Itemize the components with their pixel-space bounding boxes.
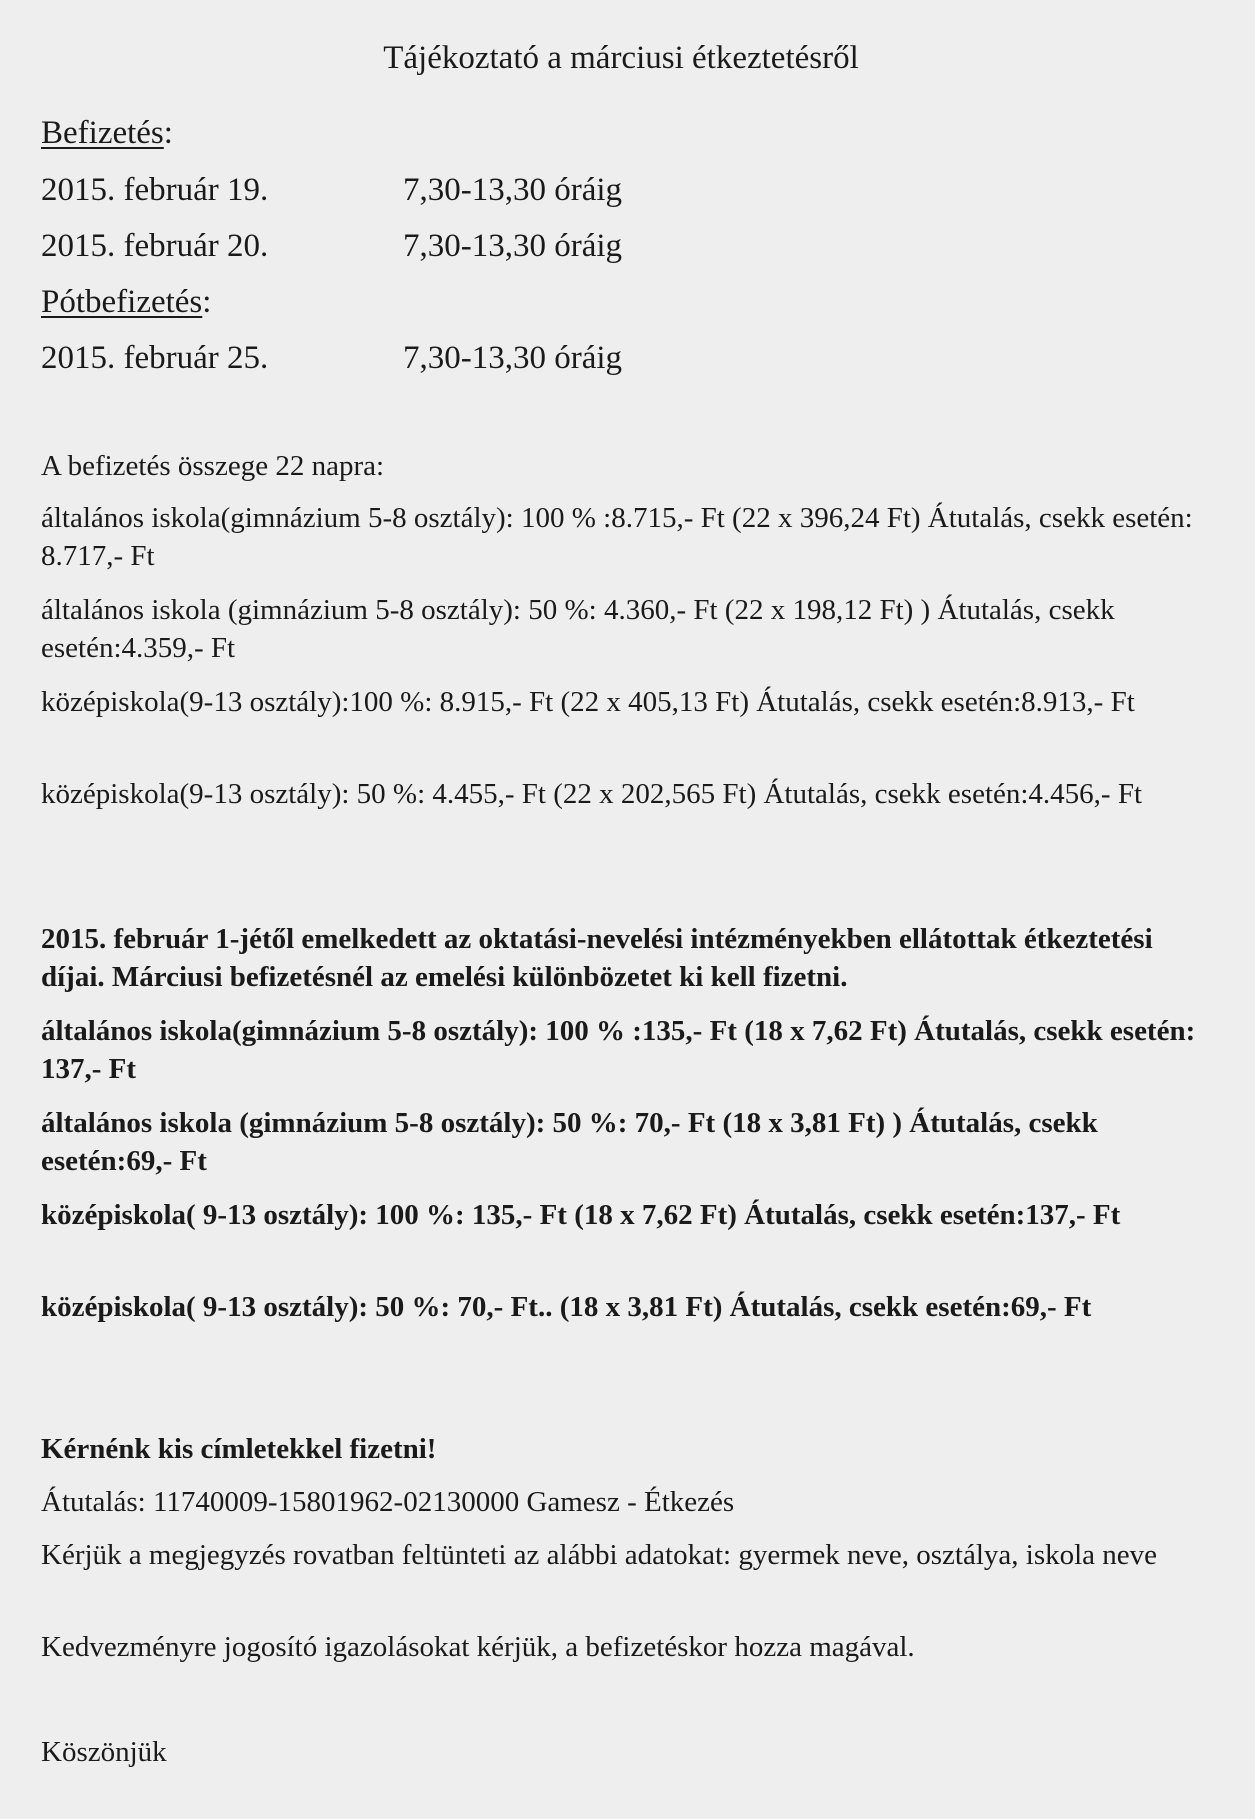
emeles-intro: 2015. február 1-jétől emelkedett az oktatási-nevelési intézményekben ellátottak étkeztetési díjai. Márciusi befizetésnél az emelési különbözetet ki kell fizetni. [41,923,1153,993]
osszeg-item: általános iskola (gimnázium 5-8 osztály): 50 %: 4.360,- Ft (22 x 198,12 Ft) ) Átutalás, csekk esetén:4.359,- Ft [41,594,1115,664]
kedvezmeny-note: Kedvezményre jogosító igazolásokat kérjük, a befizetéskor hozza magával. [41,1631,915,1663]
megjegyzes-note: Kérjük a megjegyzés rovatban feltünteti az alábbi adatokat: gyermek neve, osztálya, iskola neve [41,1539,1158,1571]
atutalas-account: Átutalás: 11740009-15801962-02130000 Gamesz - Étkezés [41,1486,735,1518]
befizetes-row [41,170,741,210]
osszeg-item: általános iskola(gimnázium 5-8 osztály): 100 % :8.715,- Ft (22 x 396,24 Ft) Átutalás, csekk esetén: 8.717,- Ft [41,502,1193,572]
befizetes-heading-text: Befizetés [41,115,164,151]
potbefizetes-time: 7,30-13,30 óráig [403,340,623,376]
emeles-item: középiskola( 9-13 osztály): 50 %: 70,- Ft.. (18 x 3,81 Ft) Átutalás, csekk esetén:69,- Ft [41,1291,1092,1323]
koszonjuk-closing: Köszönjük [41,1736,167,1768]
page-title: Tájékoztató a márciusi étkeztetésről [383,40,859,76]
emeles-item: általános iskola (gimnázium 5-8 osztály): 50 %: 70,- Ft (18 x 3,81 Ft) ) Átutalás, csekk esetén:69,- Ft [41,1107,1098,1177]
osszeg-item: középiskola(9-13 osztály):100 %: 8.915,- Ft (22 x 405,13 Ft) Átutalás, csekk esetén:8.913,- Ft [41,686,1135,718]
befizetes-heading [41,113,173,153]
potbefizetes-heading [41,282,211,322]
emeles-item: általános iskola(gimnázium 5-8 osztály): 100 % :135,- Ft (18 x 7,62 Ft) Átutalás, csekk esetén: 137,- Ft [41,1015,1196,1085]
osszeg-item: középiskola(9-13 osztály): 50 %: 4.455,- Ft (22 x 202,565 Ft) Átutalás, csekk esetén:4.456,- Ft [41,778,1143,810]
befizetes-time: 7,30-13,30 óráig [403,228,623,264]
potbefizetes-heading-colon: : [202,284,212,320]
potbefizetes-date: 2015. február 25. [41,340,269,376]
osszeg-intro: A befizetés összege 22 napra: [41,450,385,482]
potbefizetes-heading-text: Pótbefizetés [41,284,203,320]
potbefizetes-row [41,338,741,378]
emeles-item: középiskola( 9-13 osztály): 100 %: 135,- Ft (18 x 7,62 Ft) Átutalás, csekk esetén:137,- Ft [41,1199,1121,1231]
befizetes-date: 2015. február 20. [41,228,269,264]
befizetes-row [41,226,741,266]
befizetes-heading-colon: : [163,115,173,151]
befizetes-time: 7,30-13,30 óráig [403,172,623,208]
befizetes-date: 2015. február 19. [41,172,269,208]
kis-cimlet-note: Kérnénk kis címletekkel fizetni! [41,1433,437,1465]
